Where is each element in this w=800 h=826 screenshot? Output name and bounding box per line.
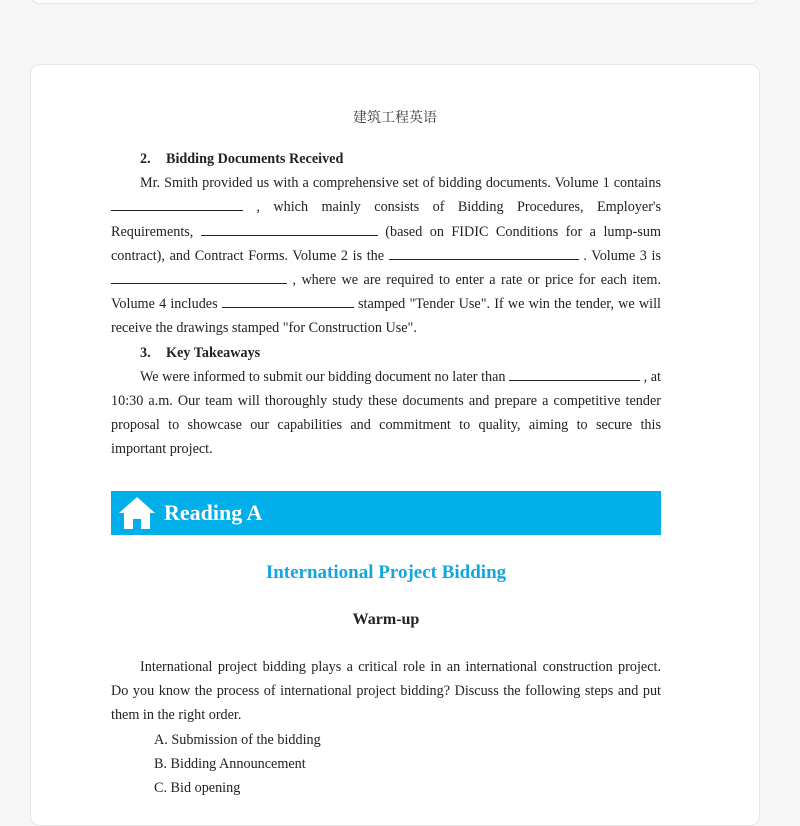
section-3-heading-text: Key Takeaways — [166, 344, 261, 361]
text-run: , at 10:30 a.m. Our team will thoroughly study these documents and prepare a competitive tender proposal to showcase our capabilities and commitment to quality, aiming to secure this important project. — [111, 368, 662, 458]
section-3-paragraph — [111, 365, 661, 462]
list-item: A. Submission of the bidding — [154, 732, 321, 748]
document-page — [30, 64, 760, 826]
section-3-number: 3. — [140, 344, 151, 361]
home-icon — [118, 496, 156, 530]
running-header: 建筑工程英语 — [353, 111, 437, 126]
text-run: . Volume 3 is — [578, 247, 661, 264]
fill-blank-1[interactable] — [111, 197, 243, 211]
fill-blank-5[interactable] — [222, 294, 354, 308]
text-run: We were informed to submit our bidding document no later than — [140, 368, 510, 385]
list-item: B. Bidding Announcement — [154, 756, 306, 773]
banner-title: Reading A — [164, 500, 263, 525]
previous-page-card — [30, 0, 760, 4]
section-2-number: 2. — [140, 151, 151, 167]
scrollbar-track[interactable] — [790, 0, 800, 800]
section-2-paragraph — [111, 171, 661, 340]
text-run: , where we are required to enter a rate or price for each item. Volume 4 includes — [111, 272, 661, 313]
fill-blank-4[interactable] — [111, 270, 287, 284]
text-run: Mr. Smith provided us with a comprehensive set of bidding documents. Volume 1 contains — [140, 175, 661, 192]
warm-up-intro: International project bidding plays a critical role in an international construction project. Do you know the process of international project bidding? Discuss the following steps and put them in the right order. — [111, 659, 661, 724]
list-item: C. Bid opening — [154, 780, 241, 797]
fill-blank-6[interactable] — [509, 367, 640, 381]
fill-blank-3[interactable] — [389, 246, 579, 260]
warm-up-heading: Warm-up — [352, 611, 420, 628]
article-title: International Project Bidding — [265, 562, 507, 583]
fill-blank-2[interactable] — [201, 222, 378, 236]
reading-a-banner — [111, 491, 661, 535]
warm-up-section — [111, 655, 661, 728]
section-2 — [111, 147, 661, 462]
text-run: stamped "Tender Use". If we win the tender, we will receive the drawings stamped "for Construction Use". — [111, 296, 661, 337]
section-3-heading — [111, 341, 661, 365]
section-2-heading-text: Bidding Documents Received — [166, 151, 344, 167]
section-2-heading — [111, 147, 661, 171]
text-run: (based on FIDIC Conditions for a lump-sum contract), and Contract Forms. Volume 2 is the — [111, 223, 661, 264]
text-run: , which mainly consists of Bidding Procedures, Employer's Requirements, — [111, 199, 661, 240]
step-options-list — [154, 728, 321, 801]
